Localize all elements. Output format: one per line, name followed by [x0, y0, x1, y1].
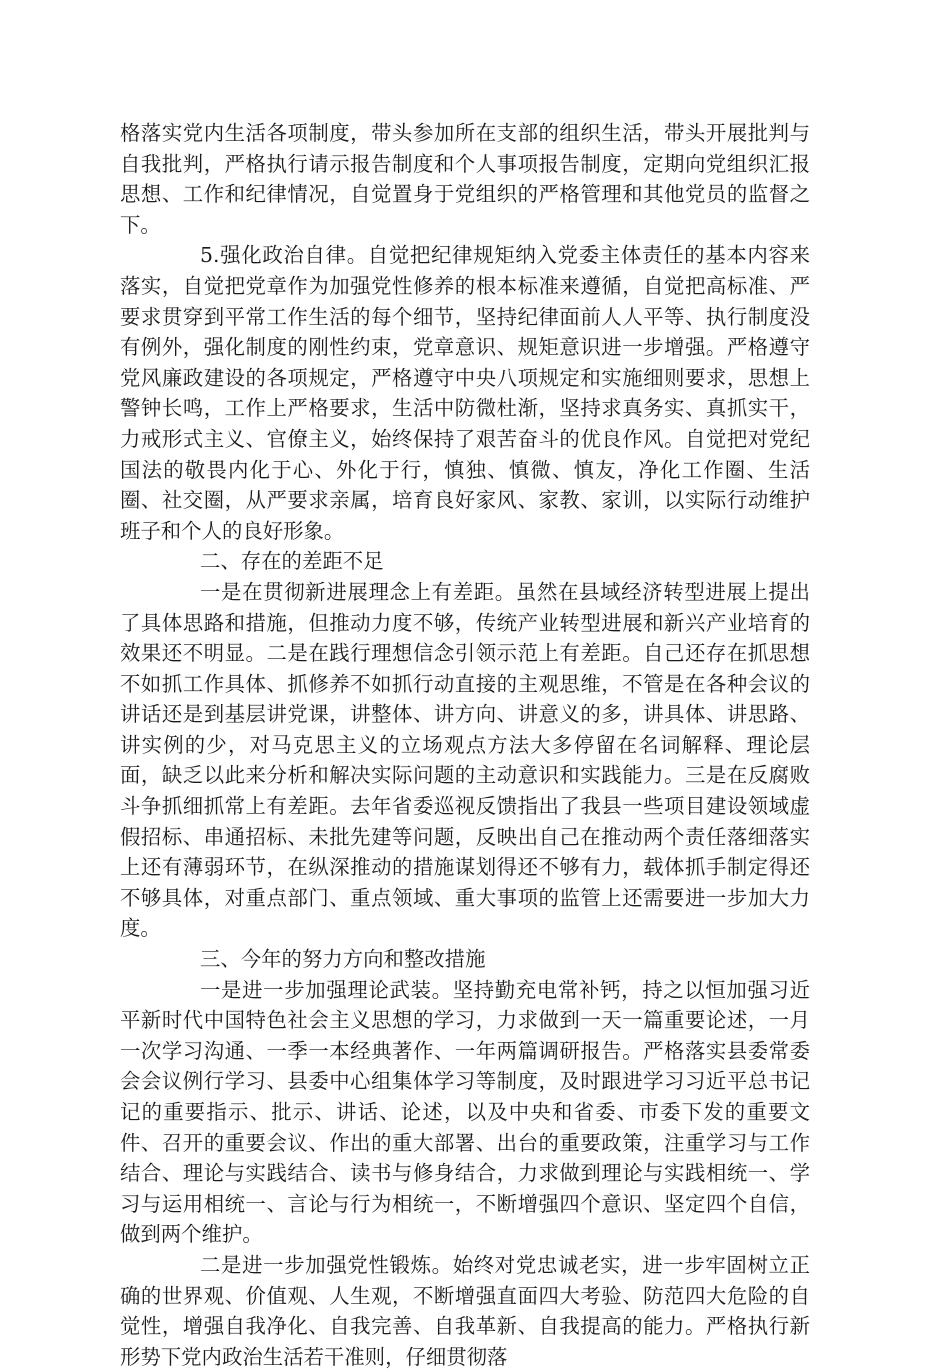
- paragraph-continuation: 格落实党内生活各项制度，带头参加所在支部的组织生活，带头开展批判与自我批判，严格执行请示报告制度和个人事项报告制度，定期向党组织汇报思想、工作和纪律情况，自觉置身于党组织的严格管理和其他党员的监督之下。: [120, 121, 810, 237]
- document-body: [120, 118, 810, 1372]
- paragraph-party-spirit: 二是进一步加强党性锻炼。始终对党忠诚老实，进一步牢固树立正确的世界观、价值观、人生观，不断增强直面四大考验、防范四大危险的自觉性，增强自我净化、自我完善、自我革新、自我提高的能力。严格执行新形势下党内政治生活若干准则，仔细贯彻落: [120, 1252, 810, 1369]
- paragraph-gaps: 一是在贯彻新进展理念上有差距。虽然在县域经济转型进展上提出了具体思路和措施，但推动力度不够，传统产业转型进展和新兴产业培育的效果还不明显。二是在践行理想信念引领示范上有差距。自己还存在抓思想不如抓工作具体、抓修养不如抓行动直接的主观思维，不管是在各种会议的讲话还是到基层讲党课，讲整体、讲方向、讲意义的多，讲具体、讲思路、讲实例的少，对马克思主义的立场观点方法大多停留在名词解释、理论层面，缺乏以此来分析和解决实际问题的主动意识和实践能力。三是在反腐败斗争抓细抓常上有差距。去年省委巡视反馈指出了我县一些项目建设领域虚假招标、串通招标、未批先建等问题，反映出自己在推动两个责任落细落实上还有薄弱环节，在纵深推动的措施谋划得还不够有力，载体抓手制定得还不够具体，对重点部门、重点领域、重大事项的监管上还需要进一步加大力度。: [120, 579, 810, 941]
- section-heading-measures: 三、今年的努力方向和整改措施: [200, 947, 486, 972]
- section-heading-gaps: 二、存在的差距不足: [200, 549, 384, 574]
- paragraph-theory: 一是进一步加强理论武装。坚持勤充电常补钙，持之以恒加强习近平新时代中国特色社会主义思想的学习，力求做到一天一篇重要论述，一月一次学习沟通、一季一本经典著作、一年两篇调研报告。严格落实县委常委会会议例行学习、县委中心组集体学习等制度，及时跟进学习习近平总书记记的重要指示、批示、讲话、论述，以及中央和省委、市委下发的重要文件、召开的重要会议、作出的重大部署、出台的重要政策，注重学习与工作结合、理论与实践结合、读书与修身结合，力求做到理论与实践相统一、学习与运用相统一、言论与行为相统一，不断增强四个意识、坚定四个自信，做到两个维护。: [120, 977, 810, 1247]
- paragraph-political-discipline: 5.强化政治自律。自觉把纪律规矩纳入党委主体责任的基本内容来落实，自觉把党章作为加强党性修养的根本标准来遵循，自觉把高标准、严要求贯穿到平常工作生活的每个细节，坚持纪律面前人人平等、执行制度没有例外，强化制度的刚性约束，党章意识、规矩意识进一步增强。严格遵守党风廉政建设的各项规定，严格遵守中央八项规定和实施细则要求，思想上警钟长鸣，工作上严格要求，生活中防微杜渐，坚持求真务实、真抓实干，力戒形式主义、官僚主义，始终保持了艰苦奋斗的优良作风。自觉把对党纪国法的敬畏内化于心、外化于行，慎独、慎微、慎友，净化工作圈、生活圈、社交圈，从严要求亲属，培育良好家风、家教、家训，以实际行动维护班子和个人的良好形象。: [120, 243, 810, 543]
